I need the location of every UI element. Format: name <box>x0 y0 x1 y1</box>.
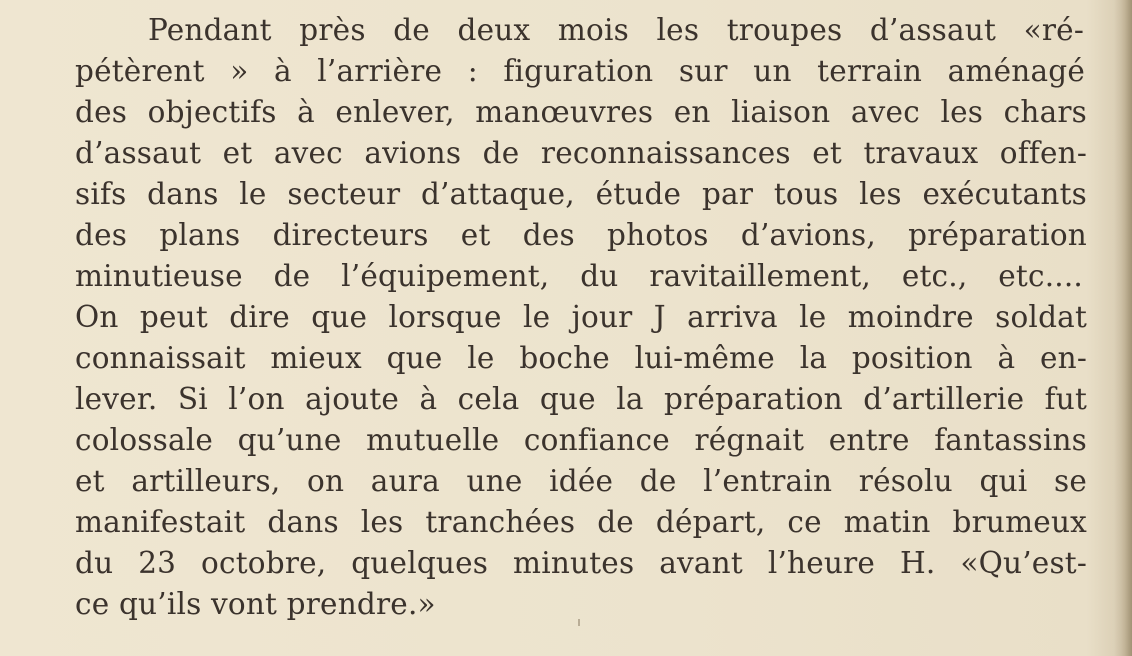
text-line-14: du 23 octobre, quelques minutes avant l’heure H. «Qu’est- <box>75 546 1087 580</box>
page-edge-shadow <box>1114 0 1132 656</box>
text-line-4: d’assaut et avec avions de reconnaissances et travaux offen- <box>75 136 1087 170</box>
text-line-2: pétèrent » à l’arrière : figuration sur un terrain aménagé <box>75 54 1085 88</box>
text-line-1: Pendant près de deux mois les troupes d’assaut «ré- <box>148 13 1084 47</box>
text-line-6: des plans directeurs et des photos d’avions, préparation <box>75 218 1087 252</box>
text-line-5: sifs dans le secteur d’attaque, étude par tous les exécutants <box>75 177 1087 211</box>
ink-speck <box>578 619 580 626</box>
text-line-3: des objectifs à enlever, manœuvres en liaison avec les chars <box>75 95 1087 129</box>
text-line-8: On peut dire que lorsque le jour J arriva le moindre soldat <box>75 300 1087 334</box>
text-line-10: lever. Si l’on ajoute à cela que la préparation d’artillerie fut <box>75 382 1087 416</box>
text-line-7: minutieuse de l’équipement, du ravitaillement, etc., etc.... <box>75 259 1083 293</box>
text-line-9: connaissait mieux que le boche lui-même la position à en- <box>75 341 1087 375</box>
text-line-11: colossale qu’une mutuelle confiance régnait entre fantassins <box>75 423 1087 457</box>
text-line-13: manifestait dans les tranchées de départ, ce matin brumeux <box>75 505 1087 539</box>
text-line-12: et artilleurs, on aura une idée de l’entrain résolu qui se <box>75 464 1087 498</box>
text-line-15: ce qu’ils vont prendre.» <box>75 587 436 621</box>
